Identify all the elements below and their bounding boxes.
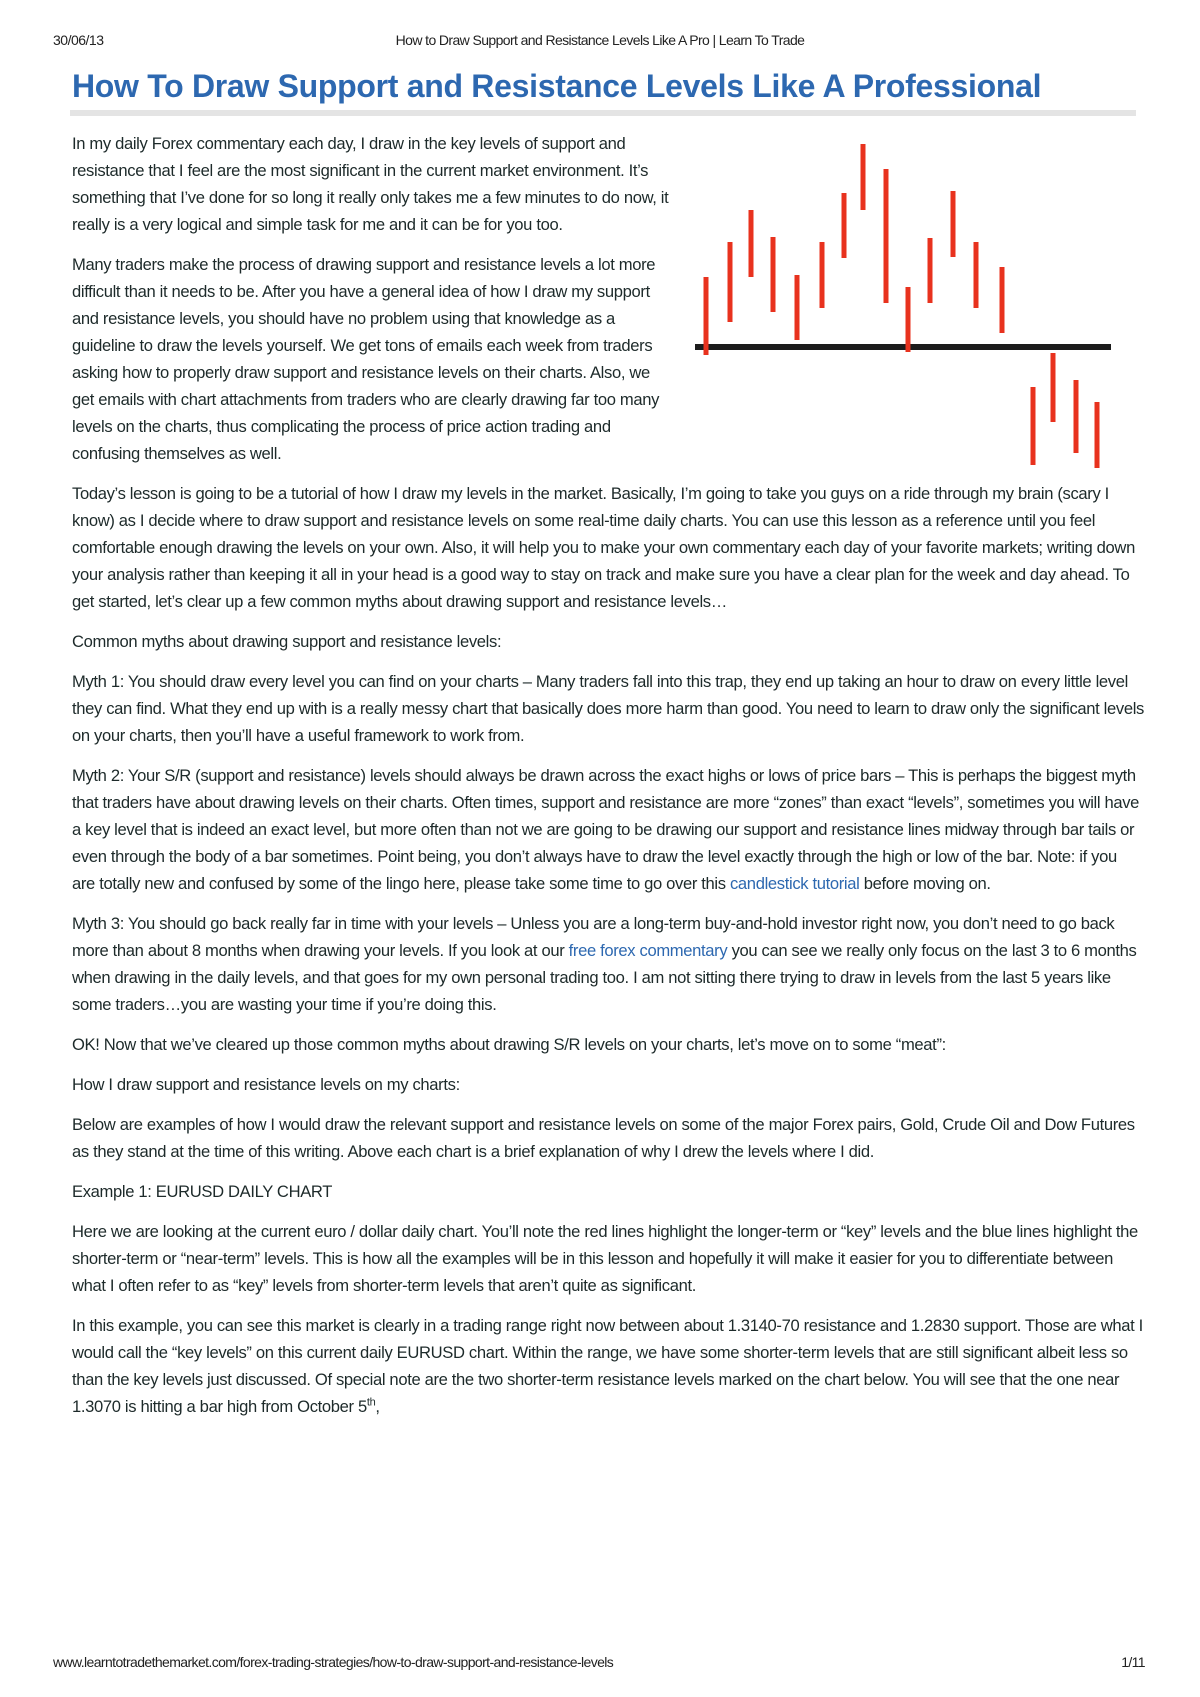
myth-1: Myth 1: You should draw every level you can find on your charts – Many traders fall into this trap, they end up taking an hour to draw on every little level they can find. What they end up with is a really messy chart that basically does more harm than good. You need to learn to draw only the significant levels on your charts, then you’ll have a useful framework to work from. bbox=[72, 672, 1144, 745]
intro-section bbox=[72, 130, 672, 467]
page-url: www.learntotradethemarket.com/forex-trading-strategies/how-to-draw-support-and-resistance-levels bbox=[53, 1654, 614, 1670]
intro-paragraph-2: Many traders make the process of drawing support and resistance levels a lot more difficult than it needs to be. After you have a general idea of how I draw my support and resistance levels, you should have no problem using that knowledge as a guideline to draw the levels yourself. We get tons of emails each week from traders asking how to properly draw support and resistance levels on their charts. Also, we get emails with chart attachments from traders who are clearly drawing far too many levels on the charts, thus complicating the process of price action trading and confusing themselves as well. bbox=[72, 255, 660, 463]
paragraph-example-text: In this example, you can see this market is clearly in a trading range right now between about 1.3140-70 resistance and 1.2830 support. Those are what I would call the “key levels” on this current daily EURUSD chart. Within the range, we have some shorter-term levels that are still significant albeit less so than the key levels just discussed. Of special note are the two shorter-term resistance levels marked on the chart below. You will see that the one near 1.3070 is hitting a bar high from October 5 bbox=[72, 1316, 1143, 1416]
myth-3-text-end: you can see we really only focus on the last 3 to 6 months when drawing in the daily levels, and that goes for my own personal trading too. I am not sitting there trying to draw in levels from the last 5 years like some traders…you are wasting your time if you’re doing this. bbox=[72, 941, 1137, 1014]
candlestick-tutorial-link[interactable]: candlestick tutorial bbox=[729, 874, 860, 893]
myth-3 bbox=[72, 910, 1144, 1018]
myth-3-text: Myth 3: You should go back really far in time with your levels – Unless you are a long-term buy-and-hold investor right now, you don’t need to go back more than about 8 months when drawing your levels. If you look at our bbox=[72, 914, 1115, 960]
paragraph-example bbox=[72, 1312, 1144, 1420]
free-forex-commentary-link[interactable]: free forex commentary bbox=[568, 941, 728, 960]
paragraph-here: Here we are looking at the current euro / dollar daily chart. You’ll note the red lines highlight the longer-term or “key” levels and the blue lines highlight the shorter-term or “near-term” levels. This is how all the examples will be in this lesson and hopefully it will make it easier for you to differentiate between what I often refer to as “key” levels from shorter-term levels that aren’t quite as significant. bbox=[72, 1222, 1138, 1295]
intro-paragraph-1: In my daily Forex commentary each day, I draw in the key levels of support and resistance that I feel are the most significant in the current market environment. It’s something that I’ve done for so long it really only takes me a few minutes to do now, it really is a very logical and simple task for me and it can be for you too. bbox=[72, 134, 669, 234]
article-body bbox=[72, 130, 1144, 1433]
print-page-title: How to Draw Support and Resistance Levels Like A Pro | Learn To Trade bbox=[395, 32, 805, 48]
page-number: 1/11 bbox=[1121, 1654, 1145, 1670]
article-title: How To Draw Support and Resistance Levels Like A Professional bbox=[72, 68, 1042, 104]
print-date: 30/06/13 bbox=[53, 32, 104, 48]
paragraph-today-lesson: Today’s lesson is going to be a tutorial of how I draw my levels in the market. Basically, I’m going to take you guys on a ride through my brain (scary I know) as I decide where to draw support and resistance levels on some real-time daily charts. You can use this lesson as a reference until you feel comfortable enough drawing the levels on your own. Also, it will help you to make your own commentary each day of your favorite markets; writing down your analysis rather than keeping it all in your head is a good way to stay on track and make sure you have a clear plan for the week and day ahead. To get started, let’s clear up a few common myths about drawing support and resistance levels… bbox=[72, 484, 1135, 611]
myth-2 bbox=[72, 762, 1144, 897]
how-heading: How I draw support and resistance levels on my charts: bbox=[72, 1075, 460, 1094]
example-1-heading: Example 1: EURUSD DAILY CHART bbox=[72, 1182, 333, 1201]
myths-heading: Common myths about drawing support and resistance levels: bbox=[72, 632, 502, 651]
myth-2-text-end: before moving on. bbox=[859, 874, 991, 893]
myth-2-text: Myth 2: Your S/R (support and resistance) levels should always be drawn across the exact highs or lows of price bars – This is perhaps the biggest myth that traders have about drawing levels on their charts. Often times, support and resistance are more “zones” than exact “levels”, sometimes you will have a key level that is indeed an exact level, but more often than not we are going to be drawing our support and resistance lines midway through bar tails or even through the body of a bar sometimes. Point being, you don’t always have to draw the level exactly through the high or low of the bar. Note: if you are totally new and confused by some of the lingo here, please take some time to go over this bbox=[72, 766, 1140, 893]
title-underline bbox=[70, 110, 1136, 116]
paragraph-example-end: , bbox=[375, 1397, 380, 1416]
ordinal-suffix: th bbox=[366, 1396, 376, 1409]
paragraph-ok: OK! Now that we’ve cleared up those common myths about drawing S/R levels on your charts, let’s move on to some “meat”: bbox=[72, 1035, 946, 1054]
paragraph-below: Below are examples of how I would draw the relevant support and resistance levels on some of the major Forex pairs, Gold, Crude Oil and Dow Futures as they stand at the time of this writing. Above each chart is a brief explanation of why I drew the levels where I did. bbox=[72, 1115, 1135, 1161]
